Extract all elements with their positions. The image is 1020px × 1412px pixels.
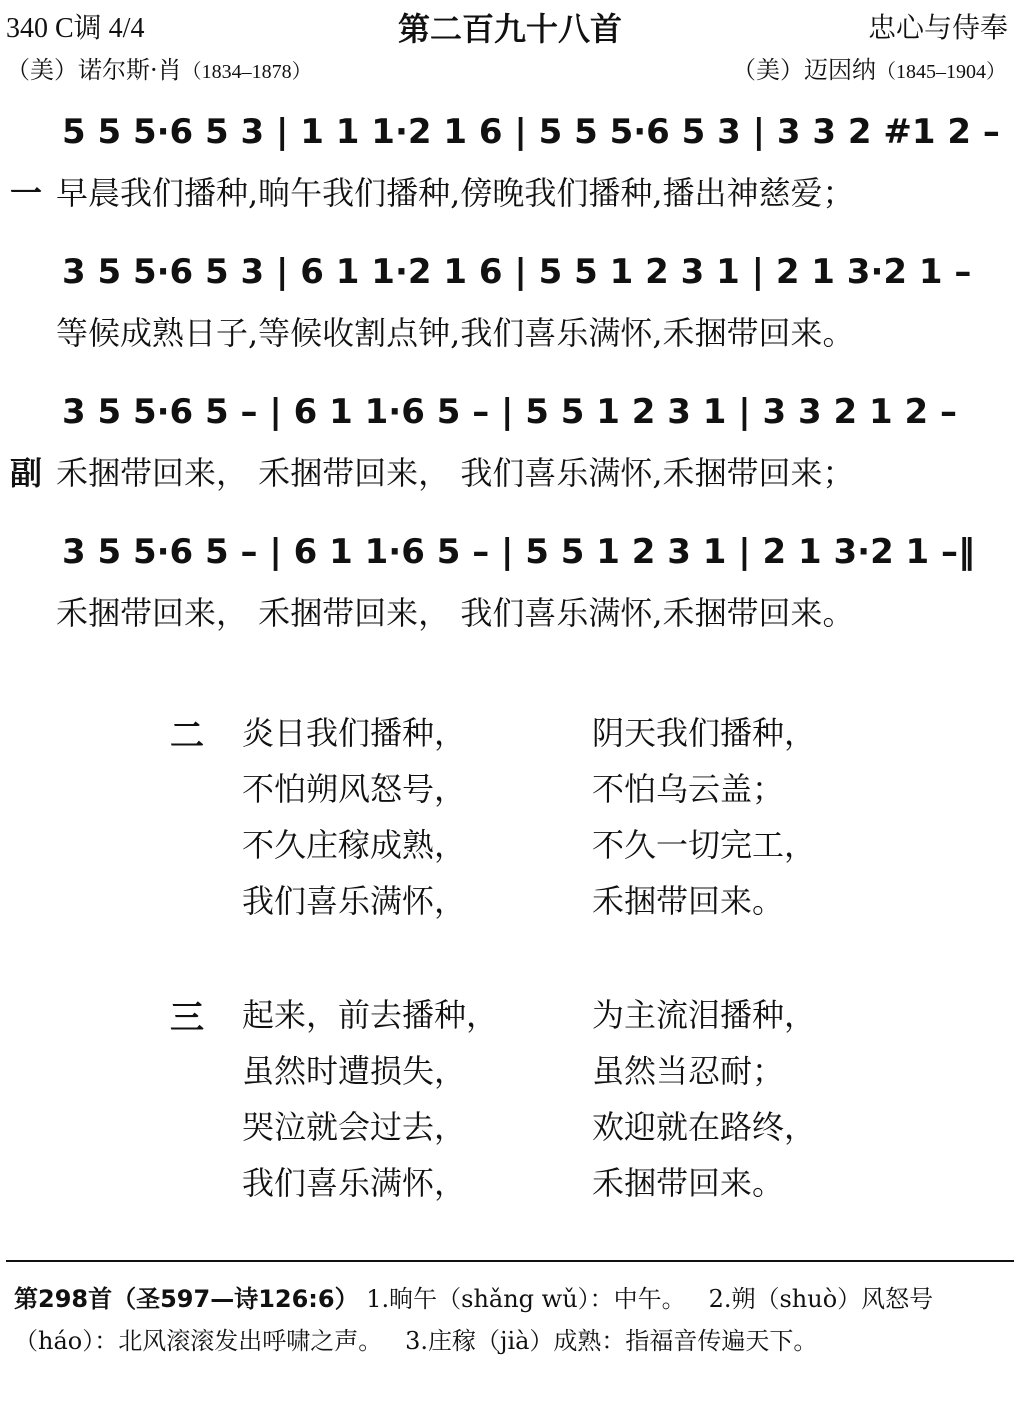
notation-text: 3 5 5·6 5 – | 6 1 1·6 5 – | 5 5 1 2 3 1 | 2 1 3·2 1 –‖: [62, 532, 976, 572]
footer-divider: [6, 1260, 1014, 1262]
verse-marker: 副: [10, 454, 43, 492]
stanza-line: 欢迎就在路终，: [592, 1108, 817, 1146]
notation-line: [62, 524, 1012, 584]
lyric-text: 禾捆带回来， 禾捆带回来， 我们喜乐满怀,禾捆带回来。: [56, 594, 855, 632]
stanza-line: 不怕乌云盖；: [592, 770, 785, 808]
stanza-line: 炎日我们播种，: [242, 714, 467, 752]
composer-years: （1845–1904）: [876, 61, 1006, 83]
stanza-line: 起来，前去播种，: [242, 996, 499, 1034]
lyric-line: [0, 308, 1020, 354]
footnote-2: 2.朔（shuò）风怒号（háo）：北风滚滚发出呼啸之声。: [14, 1285, 934, 1355]
stanza-line: 我们喜乐满怀，: [242, 1164, 467, 1202]
lyric-text: 禾捆带回来， 禾捆带回来， 我们喜乐满怀,禾捆带回来；: [56, 454, 855, 492]
stanza-line: 虽然时遭损失，: [242, 1052, 467, 1090]
stanza-number: 三: [170, 998, 204, 1038]
stanza-line: 我们喜乐满怀，: [242, 882, 467, 920]
notation-line: [62, 104, 1012, 164]
notation-text: 5 5 5·6 5 3 | 1 1 1·2 1 6 | 5 5 5·6 5 3 | 3 3 2 #1 2 –: [62, 112, 1000, 152]
composer-name: （美）迈因纳: [732, 56, 876, 84]
lyric-line: [0, 168, 1020, 214]
stanza-line: 不久一切完工，: [592, 826, 817, 864]
stanza-line: 禾捆带回来。: [592, 882, 785, 920]
notation-line: [62, 384, 1012, 444]
verse-marker: 一: [10, 174, 43, 212]
stanza-line: 不久庄稼成熟，: [242, 826, 467, 864]
scripture-reference: 第298首（圣597—诗126:6）: [14, 1285, 359, 1313]
lyricist-years: （1834–1878）: [181, 61, 312, 83]
stanza-line: 哭泣就会过去，: [242, 1108, 467, 1146]
stanza-line: 阴天我们播种，: [592, 714, 817, 752]
footnote-3: 3.庄稼（jià）成熟：指福音传遍天下。: [405, 1327, 818, 1355]
notation-text: 3 5 5·6 5 – | 6 1 1·6 5 – | 5 5 1 2 3 1 | 3 3 2 1 2 –: [62, 392, 957, 432]
lyric-text: 等候成熟日子,等候收割点钟,我们喜乐满怀,禾捆带回来。: [56, 314, 855, 352]
lyric-text: 早晨我们播种,晌午我们播种,傍晚我们播种,播出神慈爱；: [56, 174, 855, 212]
stanza-line: 为主流泪播种，: [592, 996, 817, 1034]
lyricist-credit: [6, 50, 312, 85]
page-title: 第二百九十八首: [397, 10, 622, 48]
notation-text: 3 5 5·6 5 3 | 6 1 1·2 1 6 | 5 5 1 2 3 1 | 2 1 3·2 1 –: [62, 252, 972, 292]
lyric-line: [0, 588, 1020, 634]
stanza-line: 不怕朔风怒号，: [242, 770, 467, 808]
stanza-line: 虽然当忍耐；: [592, 1052, 785, 1090]
hymn-number-key: 340 C调 4/4: [6, 13, 145, 44]
stanza-number: 二: [170, 716, 204, 756]
category-label: 忠心与侍奉: [867, 11, 1008, 44]
notation-line: [62, 244, 1012, 304]
lyricist-name: （美）诺尔斯·肖: [6, 56, 182, 84]
lyric-line: [0, 448, 1020, 494]
composer-credit: [732, 50, 1006, 85]
footnote-1: 1.晌午（shǎng wǔ）：中午。: [366, 1285, 686, 1313]
footnotes: [14, 1278, 1009, 1362]
stanza-line: 禾捆带回来。: [592, 1164, 785, 1202]
